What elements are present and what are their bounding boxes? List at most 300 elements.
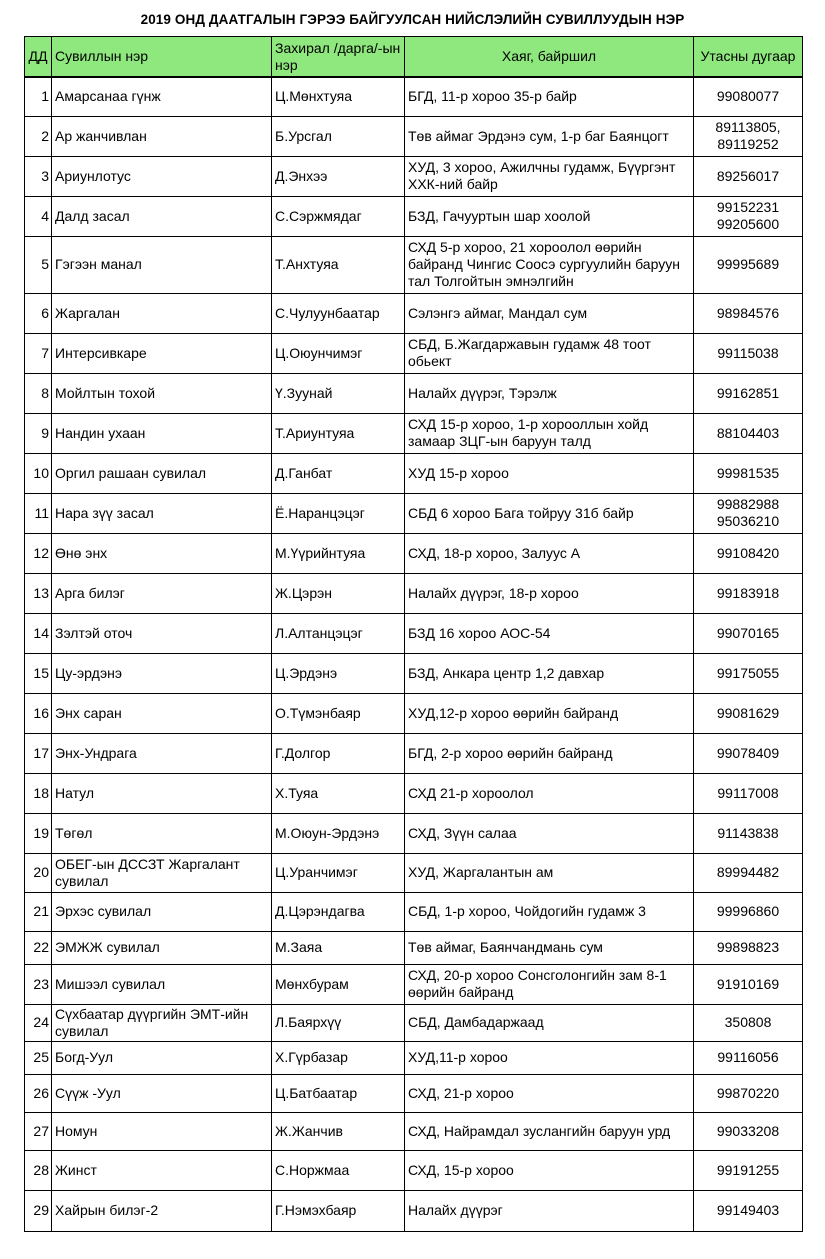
row-phone-text: 99882988 95036210 [716, 496, 780, 529]
row-address-text: ХУД,11-р хороо [408, 1049, 508, 1065]
row-num-text: 13 [33, 584, 49, 601]
row-director [272, 1074, 405, 1112]
table-row [25, 1150, 803, 1190]
row-phone-text: 99078409 [716, 744, 780, 761]
row-director [272, 453, 405, 493]
table-row [25, 693, 803, 733]
row-address-text: СХД, Зүүн салаа [408, 824, 517, 841]
row-address-text: Налайх дүүрэг, 18-р хороо [408, 584, 579, 601]
row-num-text: 25 [33, 1049, 49, 1065]
row-phone [694, 77, 803, 116]
row-director [272, 116, 405, 156]
row-director-text: Д.Энхээ [275, 167, 328, 184]
table-body [25, 77, 803, 1231]
row-director [272, 493, 405, 533]
table-row [25, 493, 803, 533]
row-num-text: 21 [33, 903, 49, 919]
row-name [52, 1074, 272, 1112]
row-phone-text: 99108420 [716, 544, 780, 561]
row-address [405, 1074, 694, 1112]
row-address [405, 813, 694, 853]
row-name [52, 733, 272, 773]
row-name [52, 853, 272, 892]
row-director [272, 964, 405, 1004]
row-director [272, 813, 405, 853]
table-row [25, 613, 803, 653]
row-phone-text: 98984576 [716, 304, 780, 321]
row-director-text: Ж.Жанчив [275, 1122, 343, 1139]
table-row [25, 853, 803, 892]
row-director [272, 1190, 405, 1231]
row-num-text: 6 [41, 304, 49, 321]
row-phone-text: 99033208 [716, 1122, 780, 1139]
table-row [25, 533, 803, 573]
row-address [405, 653, 694, 693]
row-phone [694, 493, 803, 533]
row-num [25, 892, 52, 931]
table-row [25, 236, 803, 293]
row-phone-text: 99191255 [716, 1161, 780, 1178]
row-num [25, 613, 52, 653]
row-phone [694, 236, 803, 293]
row-num [25, 156, 52, 196]
row-director-text: Ц.Мөнхтуяа [275, 88, 353, 105]
row-address [405, 196, 694, 236]
table-row [25, 653, 803, 693]
row-address [405, 333, 694, 373]
row-name [52, 116, 272, 156]
row-address-text: Налайх дүүрэг [408, 1202, 503, 1218]
row-director [272, 333, 405, 373]
row-name [52, 1041, 272, 1074]
row-num [25, 77, 52, 116]
row-phone-text: 88104403 [716, 424, 780, 441]
row-phone [694, 1004, 803, 1041]
row-phone-text: 99870220 [716, 1084, 780, 1101]
row-name-text: Сүүж -Уул [55, 1084, 121, 1101]
table-row [25, 116, 803, 156]
row-phone [694, 156, 803, 196]
row-director-text: М.Заяа [275, 939, 323, 955]
row-name-text: ЭМЖЖ сувилал [55, 939, 160, 955]
row-address-text: СХД 15-р хороо, 1-р хорооллын хойд замаар ЗЦГ-ын баруун талд [408, 416, 649, 449]
row-director [272, 293, 405, 333]
row-name-text: Интерсивкаре [55, 344, 147, 361]
row-address-text: СХД 21-р хороолол [408, 784, 534, 801]
table-row [25, 931, 803, 964]
row-director-text: М.Оюун-Эрдэнэ [275, 824, 380, 841]
row-director-text: С.Норжмаа [275, 1161, 350, 1178]
row-address-text: СХД, 21-р хороо [408, 1084, 514, 1101]
row-num [25, 333, 52, 373]
row-director [272, 156, 405, 196]
row-phone [694, 613, 803, 653]
row-num [25, 493, 52, 533]
header-name: Сувиллын нэр [52, 37, 272, 78]
table-row [25, 964, 803, 1004]
row-phone-text: 89256017 [716, 167, 780, 184]
header-director: Захирал /дарга/-ын нэр [272, 37, 405, 78]
row-num [25, 813, 52, 853]
row-phone [694, 1074, 803, 1112]
row-phone [694, 653, 803, 693]
row-director [272, 693, 405, 733]
table-row [25, 453, 803, 493]
row-address [405, 493, 694, 533]
row-phone [694, 773, 803, 813]
row-address [405, 773, 694, 813]
row-director-text: С.Чулуунбаатар [275, 304, 380, 321]
row-phone [694, 693, 803, 733]
row-address [405, 1112, 694, 1150]
row-name [52, 1150, 272, 1190]
table-row [25, 773, 803, 813]
row-num [25, 293, 52, 333]
row-director [272, 613, 405, 653]
row-phone-text: 99115038 [717, 344, 779, 361]
row-name [52, 236, 272, 293]
row-address [405, 533, 694, 573]
row-name [52, 413, 272, 453]
row-num-text: 24 [33, 1014, 49, 1030]
row-name-text: Номун [55, 1122, 98, 1139]
row-num [25, 773, 52, 813]
row-director-text: Ж.Цэрэн [275, 584, 332, 601]
row-num-text: 15 [33, 664, 49, 681]
row-phone [694, 964, 803, 1004]
row-address-text: СБД, Б.Жагдаржавын гудамж 48 тоот обьект [408, 336, 651, 369]
row-director [272, 1150, 405, 1190]
row-address-text: Налайх дүүрэг, Тэрэлж [408, 384, 557, 401]
row-address-text: БЗД 16 хороо АОС-54 [408, 624, 551, 641]
row-phone-text: 99152231 99205600 [716, 199, 780, 232]
row-phone-text: 99070165 [716, 624, 780, 641]
table-row [25, 196, 803, 236]
row-director-text: Ү.Зуунай [275, 384, 333, 401]
row-num-text: 8 [41, 384, 49, 401]
row-director [272, 653, 405, 693]
row-director-text: Т.Анхтуяа [275, 256, 339, 272]
row-phone [694, 733, 803, 773]
page-title: 2019 ОНД ДААТГАЛЫН ГЭРЭЭ БАЙГУУЛСАН НИЙСЛЭЛИЙН СУВИЛЛУУДЫН НЭР [140, 12, 685, 27]
row-director-text: О.Түмэнбаяр [275, 704, 361, 721]
row-name-text: Ариунлотус [55, 167, 131, 184]
row-address-text: СБД 6 хороо Бага тойруу 31б байр [408, 504, 634, 521]
row-num [25, 1150, 52, 1190]
row-name-text: Ар жанчивлан [55, 127, 147, 144]
row-num-text: 2 [41, 127, 49, 144]
row-phone-text: 99996860 [716, 903, 780, 919]
row-num-text: 9 [41, 424, 49, 441]
row-num [25, 1190, 52, 1231]
row-name-text: Төгөл [55, 824, 93, 841]
row-director [272, 931, 405, 964]
row-num [25, 533, 52, 573]
row-address [405, 77, 694, 116]
row-name-text: Зэлтэй оточ [55, 624, 133, 641]
row-address-text: Сэлэнгэ аймаг, Мандал сум [408, 304, 588, 321]
header-address: Хаяг, байршил [405, 37, 694, 78]
row-name [52, 813, 272, 853]
row-name-text: Нара зүү засал [55, 504, 154, 521]
row-name [52, 293, 272, 333]
row-address [405, 1041, 694, 1074]
row-name [52, 1190, 272, 1231]
row-address [405, 573, 694, 613]
table-row [25, 1190, 803, 1231]
row-name-text: Богд-Уул [55, 1049, 114, 1065]
row-phone [694, 931, 803, 964]
row-director [272, 773, 405, 813]
row-phone-text: 350808 [724, 1014, 772, 1030]
row-phone-text: 99898823 [716, 939, 780, 955]
row-num [25, 1041, 52, 1074]
row-num [25, 116, 52, 156]
row-director [272, 892, 405, 931]
row-director [272, 533, 405, 573]
row-name [52, 333, 272, 373]
row-phone-text: 99117008 [717, 784, 779, 801]
row-phone [694, 1190, 803, 1231]
table-row [25, 333, 803, 373]
row-director-text: Т.Ариунтуяа [275, 424, 355, 441]
row-num-text: 19 [33, 824, 49, 841]
row-num [25, 236, 52, 293]
row-phone [694, 1112, 803, 1150]
row-phone-text: 99162851 [716, 384, 780, 401]
row-phone-text: 99981535 [716, 464, 780, 481]
row-name-text: Жаргалан [55, 304, 120, 321]
row-num-text: 16 [33, 704, 49, 721]
row-address [405, 931, 694, 964]
row-phone [694, 453, 803, 493]
row-name-text: Амарсанаа гүнж [55, 88, 161, 105]
row-director-text: Г.Долгор [275, 744, 331, 761]
row-num-text: 22 [33, 939, 49, 955]
row-address-text: Төв аймаг, Баянчандмань сум [408, 939, 603, 955]
row-name [52, 533, 272, 573]
table-row [25, 156, 803, 196]
row-address [405, 733, 694, 773]
row-director-text: Ц.Батбаатар [275, 1084, 358, 1101]
row-address-text: СХД, 15-р хороо [408, 1161, 514, 1178]
sanatorium-table [24, 36, 803, 1232]
row-num [25, 653, 52, 693]
row-num-text: 28 [33, 1161, 49, 1178]
row-address-text: ХУД, Жаргалантын ам [408, 864, 554, 880]
row-num [25, 733, 52, 773]
row-director [272, 413, 405, 453]
row-name-text: Цу-эрдэнэ [55, 664, 122, 681]
row-name-text: Гэгээн манал [55, 256, 142, 272]
table-row [25, 1004, 803, 1041]
row-num-text: 14 [33, 624, 49, 641]
row-address [405, 413, 694, 453]
row-phone [694, 333, 803, 373]
table-row [25, 573, 803, 613]
table-row [25, 892, 803, 931]
table-row [25, 1112, 803, 1150]
row-phone-text: 99149403 [716, 1202, 780, 1218]
row-num [25, 453, 52, 493]
row-name-text: Эрхэс сувилал [55, 903, 152, 919]
row-address [405, 156, 694, 196]
row-name-text: Сүхбаатар дүүргийн ЭМТ-ийн сувилал [55, 1005, 249, 1039]
row-director-text: Х.Гүрбазар [275, 1049, 348, 1065]
row-num [25, 373, 52, 413]
row-address [405, 964, 694, 1004]
row-name-text: Энх саран [55, 704, 122, 721]
row-name-text: Мишээл сувилал [55, 975, 166, 992]
row-name [52, 77, 272, 116]
row-phone [694, 116, 803, 156]
row-director [272, 733, 405, 773]
table-row [25, 413, 803, 453]
header-num: ДД [25, 37, 52, 78]
row-phone [694, 1041, 803, 1074]
row-address [405, 236, 694, 293]
row-director-text: Г.Нэмэхбаяр [275, 1202, 357, 1218]
row-name [52, 964, 272, 1004]
row-director-text: Б.Урсгал [275, 127, 332, 144]
row-name [52, 892, 272, 931]
row-address [405, 613, 694, 653]
row-phone [694, 1150, 803, 1190]
row-name [52, 653, 272, 693]
row-name [52, 453, 272, 493]
row-phone-text: 89113805, 89119252 [715, 119, 781, 152]
row-director-text: Д.Ганбат [275, 464, 333, 481]
row-phone [694, 196, 803, 236]
row-name-text: Энх-Ундрага [55, 744, 137, 761]
row-phone [694, 573, 803, 613]
header-phone: Утасны дугаар [694, 37, 803, 78]
row-name-text: Оргил рашаан сувилал [55, 464, 207, 481]
row-num-text: 1 [41, 88, 49, 105]
row-phone [694, 293, 803, 333]
row-director-text: Л.Алтанцэцэг [275, 624, 363, 641]
row-director-text: Ц.Эрдэнэ [275, 664, 338, 681]
row-name-text: Нандин ухаан [55, 424, 146, 441]
row-num [25, 931, 52, 964]
table-row [25, 373, 803, 413]
row-director [272, 196, 405, 236]
row-phone-text: 91143838 [717, 824, 779, 841]
row-address [405, 1004, 694, 1041]
row-name-text: Мойлтын тохой [55, 384, 156, 401]
row-address-text: ХУД, 3 хороо, Ажилчны гудамж, Бүүргэнт ХХК-ний байр [408, 159, 676, 192]
row-name-text: ОБЕГ-ын ДССЗТ Жаргалант сувилал [55, 855, 240, 889]
row-num-text: 27 [33, 1122, 49, 1139]
row-address [405, 453, 694, 493]
row-name-text: Жинст [55, 1161, 97, 1178]
row-name [52, 573, 272, 613]
row-name [52, 613, 272, 653]
row-name [52, 196, 272, 236]
row-num [25, 693, 52, 733]
row-phone-text: 99175055 [716, 664, 780, 681]
row-phone-text: 89994482 [716, 864, 780, 880]
table-row [25, 77, 803, 116]
row-phone [694, 533, 803, 573]
row-num-text: 10 [33, 464, 49, 481]
row-phone-text: 99080077 [716, 88, 780, 105]
row-num [25, 196, 52, 236]
row-num-text: 23 [33, 975, 49, 992]
row-name [52, 931, 272, 964]
row-phone-text: 99995689 [716, 256, 780, 272]
table-row [25, 733, 803, 773]
row-address-text: СБД, Дамбадаржаад [408, 1014, 544, 1030]
row-director [272, 1112, 405, 1150]
row-director [272, 573, 405, 613]
row-name [52, 493, 272, 533]
row-director-text: М.Үүрийнтуяа [275, 544, 366, 561]
row-num [25, 1112, 52, 1150]
row-num-text: 4 [41, 207, 49, 224]
row-phone-text: 99116056 [717, 1049, 779, 1065]
row-director-text: Ё.Наранцэцэг [275, 504, 365, 521]
row-phone-text: 99183918 [716, 584, 780, 601]
row-phone [694, 413, 803, 453]
table-row [25, 813, 803, 853]
row-address-text: СБД, 1-р хороо, Чойдогийн гудамж 3 [408, 903, 646, 919]
row-address-text: БГД, 11-р хороо 35-р байр [408, 88, 577, 105]
row-address [405, 373, 694, 413]
row-name-text: Натул [55, 784, 95, 801]
row-num [25, 964, 52, 1004]
row-num-text: 18 [33, 784, 49, 801]
row-address-text: ХУД,12-р хороо өөрийн байранд [408, 704, 619, 721]
row-address-text: БЗД, Гачууртын шар хоолой [408, 207, 591, 224]
table-row [25, 293, 803, 333]
row-address-text: СХД 5-р хороо, 21 хороолол өөрийн байранд Чингис Соосэ сургуулийн баруун тал Толгойтын эмнэлгийн [408, 239, 680, 289]
row-name [52, 373, 272, 413]
row-name-text: Хайрын билэг-2 [55, 1202, 159, 1218]
row-name [52, 156, 272, 196]
row-address [405, 293, 694, 333]
row-director-text: Л.Баярхүү [275, 1014, 342, 1030]
row-name-text: Арга билэг [55, 584, 125, 601]
row-phone [694, 373, 803, 413]
table-header-row [25, 37, 803, 78]
table-row [25, 1074, 803, 1112]
row-address [405, 1190, 694, 1231]
row-address [405, 892, 694, 931]
row-num-text: 3 [41, 167, 49, 184]
row-address [405, 693, 694, 733]
row-num [25, 413, 52, 453]
row-director-text: Д.Цэрэндагва [275, 903, 365, 919]
row-name [52, 773, 272, 813]
row-director-text: Ц.Уранчимэг [275, 864, 358, 880]
row-director [272, 236, 405, 293]
table-row [25, 1041, 803, 1074]
row-num-text: 29 [33, 1202, 49, 1218]
row-num [25, 573, 52, 613]
row-address [405, 1150, 694, 1190]
row-director-text: Х.Туяа [275, 784, 319, 801]
row-name [52, 1004, 272, 1041]
row-director-text: Мөнхбурам [275, 975, 349, 992]
row-address [405, 853, 694, 892]
row-name [52, 693, 272, 733]
row-name-text: Далд засал [55, 207, 130, 224]
row-address-text: ХУД 15-р хороо [408, 464, 509, 481]
row-phone [694, 853, 803, 892]
row-phone [694, 892, 803, 931]
row-address-text: БЗД, Анкара центр 1,2 давхар [408, 664, 605, 681]
